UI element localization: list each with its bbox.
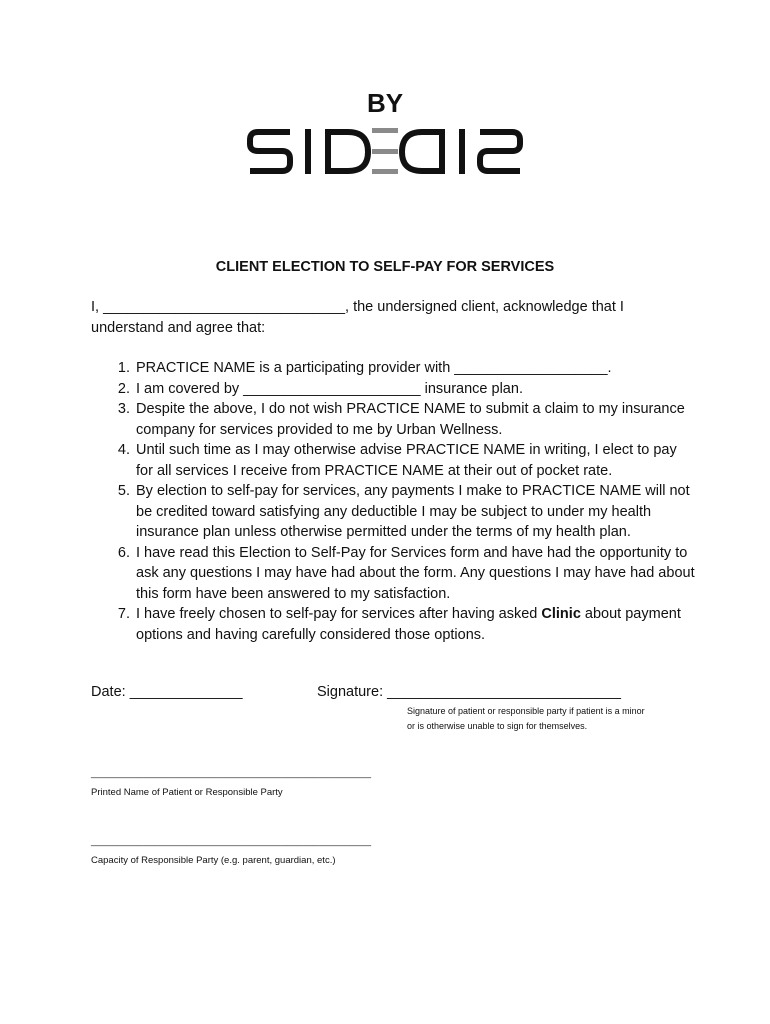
item-text-end: about payment options and having carefully considered those options. [136,606,681,643]
clinic-emphasis: Clinic [541,606,581,622]
intro-prefix: I, [91,299,100,315]
capacity-line[interactable]: _____________________________________________________ [91,836,372,847]
list-item [117,399,696,440]
signature-blank[interactable]: _____________________________ [383,684,621,700]
item-text: PRACTICE NAME is a participating provider with ___________________. [136,360,612,376]
item-number: 7. [117,606,130,622]
item-text: Until such time as I may otherwise advise PRACTICE NAME in writing, I elect to pay for all services I receive from PRACTICE NAME at their out of pocket rate. [136,442,677,479]
item-number: 2. [117,380,130,397]
page-title: CLIENT ELECTION TO SELF-PAY FOR SERVICES [215,259,555,275]
printed-name-label: Printed Name of Patient or Responsible Party [91,787,283,798]
logo-by-text: BY [366,88,404,118]
date-blank[interactable]: ______________ [125,684,243,700]
list-item [117,440,696,481]
item-text: By election to self-pay for services, any payments I make to PRACTICE NAME will not be credited toward satisfying any deductible I may be subject to under my health insurance plan unless otherwise permitted under the terms of my health plan. [136,483,690,540]
item-number: 5. [117,483,130,499]
list-item [117,481,696,543]
intro-paragraph [91,297,691,338]
signature-note-line: Signature of patient or responsible party if patient is a minor [407,706,645,716]
item-text: I have read this Election to Self-Pay for Services form and have had the opportunity to ask any questions I may have had about the form. Any questions I may have had about this form have been answered to my satisfaction. [136,544,695,602]
date-label: Date: [91,684,126,700]
signature-label: Signature: [317,684,384,700]
date-field[interactable] [91,684,243,700]
sidedis-logo [244,88,526,178]
item-number: 3. [117,401,130,417]
terms-list [117,358,696,645]
list-item [117,358,696,379]
intro-text: , the undersigned client, acknowledge that I understand and agree that: [91,299,624,336]
item-text-start: I have freely chosen to self-pay for services after having asked [136,606,542,622]
signature-note-line: or is otherwise unable to sign for themselves. [407,721,588,731]
item-text: Despite the above, I do not wish PRACTICE NAME to submit a claim to my insurance company for services provided to me by Urban Wellness. [136,401,685,438]
signature-note [407,704,697,734]
intro-name-blank: ______________________________ [99,299,346,315]
printed-name-line[interactable]: _____________________________________________________ [91,768,372,779]
list-item [117,543,696,605]
item-number: 1. [117,360,130,376]
capacity-label: Capacity of Responsible Party (e.g. parent, guardian, etc.) [91,855,336,866]
list-item [117,604,696,645]
item-number: 4. [117,442,130,458]
list-item [117,379,696,400]
item-number: 6. [117,544,130,561]
item-text: I am covered by ______________________ insurance plan. [136,380,523,397]
signature-field[interactable] [317,684,621,700]
